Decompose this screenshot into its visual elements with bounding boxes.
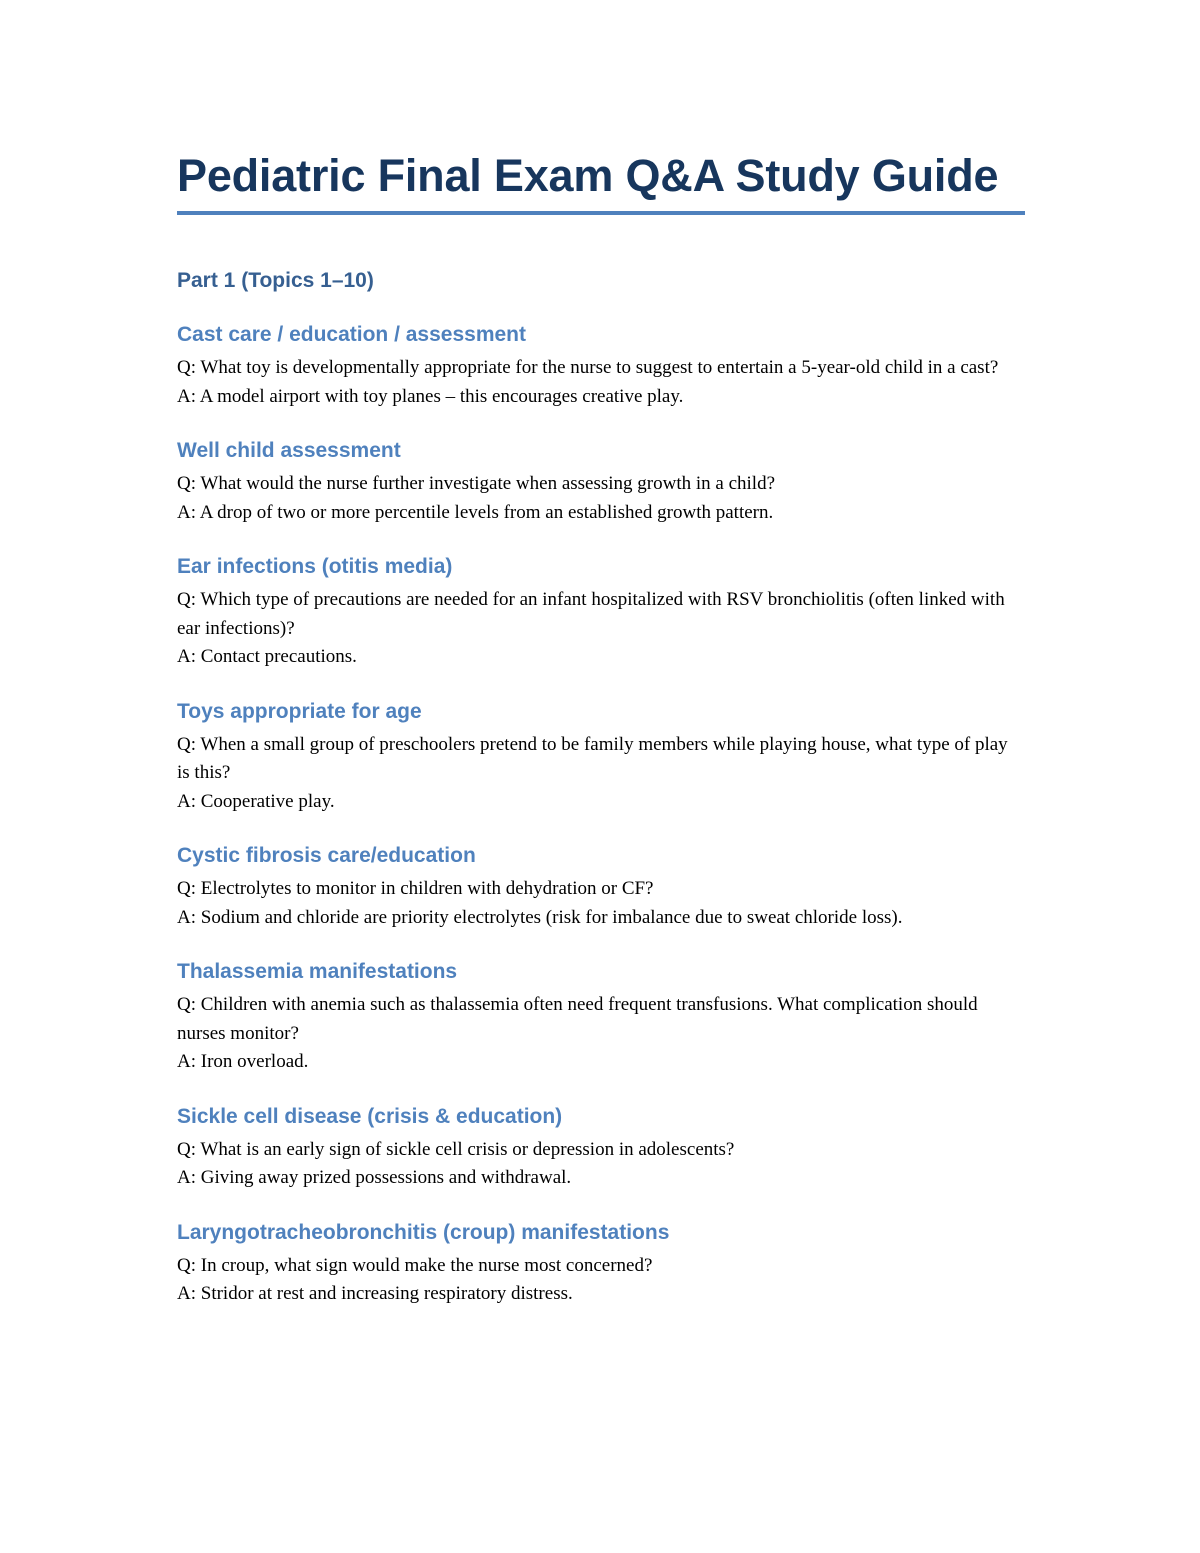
question-text: Q: Which type of precautions are needed for an infant hospitalized with RSV bronchiolitis (often linked with ear infections)? A: Contact precautions. bbox=[177, 589, 1005, 667]
answer-text: A: A model airport with toy planes – this encourages creative play. bbox=[177, 385, 684, 407]
answer-text: A: Iron overload. bbox=[177, 1051, 309, 1072]
question-text: Q: Children with anemia such as thalassemia often need frequent transfusions. What complication should nurses monitor? A: Iron overload. bbox=[177, 994, 978, 1072]
answer-text: A: Cooperative play. bbox=[177, 790, 335, 812]
topic-heading: Cast care / education / assessment bbox=[177, 323, 526, 346]
section-ear-infections bbox=[177, 554, 1025, 672]
answer-text: A: Sodium and chloride are priority electrolytes (risk for imbalance due to sweat chloride loss). bbox=[177, 906, 903, 928]
title-underline bbox=[177, 211, 1025, 215]
topic-heading: Laryngotracheobronchitis (croup) manifestations bbox=[177, 1220, 670, 1244]
section-cystic-fibrosis bbox=[177, 843, 1025, 932]
question-text: Q: When a small group of preschoolers pretend to be family members while playing house, what type of play is this? A: Cooperative play. bbox=[177, 733, 1008, 812]
topic-heading: Cystic fibrosis care/education bbox=[177, 844, 476, 867]
part-heading: Part 1 (Topics 1–10) bbox=[177, 269, 374, 292]
topic-heading: Thalassemia manifestations bbox=[177, 960, 458, 983]
question-text: Q: Electrolytes to monitor in children with dehydration or CF? A: Sodium and chloride are priority electrolytes (risk for imbalance due to sweat chloride loss). bbox=[177, 878, 903, 928]
topic-heading: Toys appropriate for age bbox=[177, 699, 422, 723]
answer-text: A: Contact precautions. bbox=[177, 646, 357, 667]
answer-text: A: Stridor at rest and increasing respiratory distress. bbox=[177, 1283, 573, 1304]
answer-text: A: Giving away prized possessions and withdrawal. bbox=[177, 1167, 572, 1188]
section-sickle-cell bbox=[177, 1104, 1025, 1193]
document-title: Pediatric Final Exam Q&A Study Guide bbox=[177, 150, 999, 201]
topic-heading: Ear infections (otitis media) bbox=[177, 555, 453, 578]
section-cast-care bbox=[177, 322, 1025, 411]
document-page bbox=[177, 145, 1025, 1309]
topic-heading: Sickle cell disease (crisis & education) bbox=[177, 1104, 563, 1128]
question-text: Q: In croup, what sign would make the nurse most concerned? A: Stridor at rest and increasing respiratory distress. bbox=[177, 1254, 653, 1304]
question-text: Q: What is an early sign of sickle cell crisis or depression in adolescents? A: Giving away prized possessions and withdrawal. bbox=[177, 1138, 735, 1188]
topic-heading: Well child assessment bbox=[177, 439, 401, 462]
section-thalassemia bbox=[177, 959, 1025, 1077]
answer-text: A: A drop of two or more percentile levels from an established growth pattern. bbox=[177, 501, 774, 523]
question-text: Q: What toy is developmentally appropriate for the nurse to suggest to entertain a 5-year-old child in a cast? A: A model airport with toy planes – this encourages creative play. bbox=[177, 357, 999, 407]
section-well-child bbox=[177, 438, 1025, 527]
section-toys-age bbox=[177, 699, 1025, 817]
section-croup bbox=[177, 1220, 1025, 1309]
question-text: Q: What would the nurse further investigate when assessing growth in a child? A: A drop of two or more percentile levels from an established growth pattern. bbox=[177, 473, 776, 523]
